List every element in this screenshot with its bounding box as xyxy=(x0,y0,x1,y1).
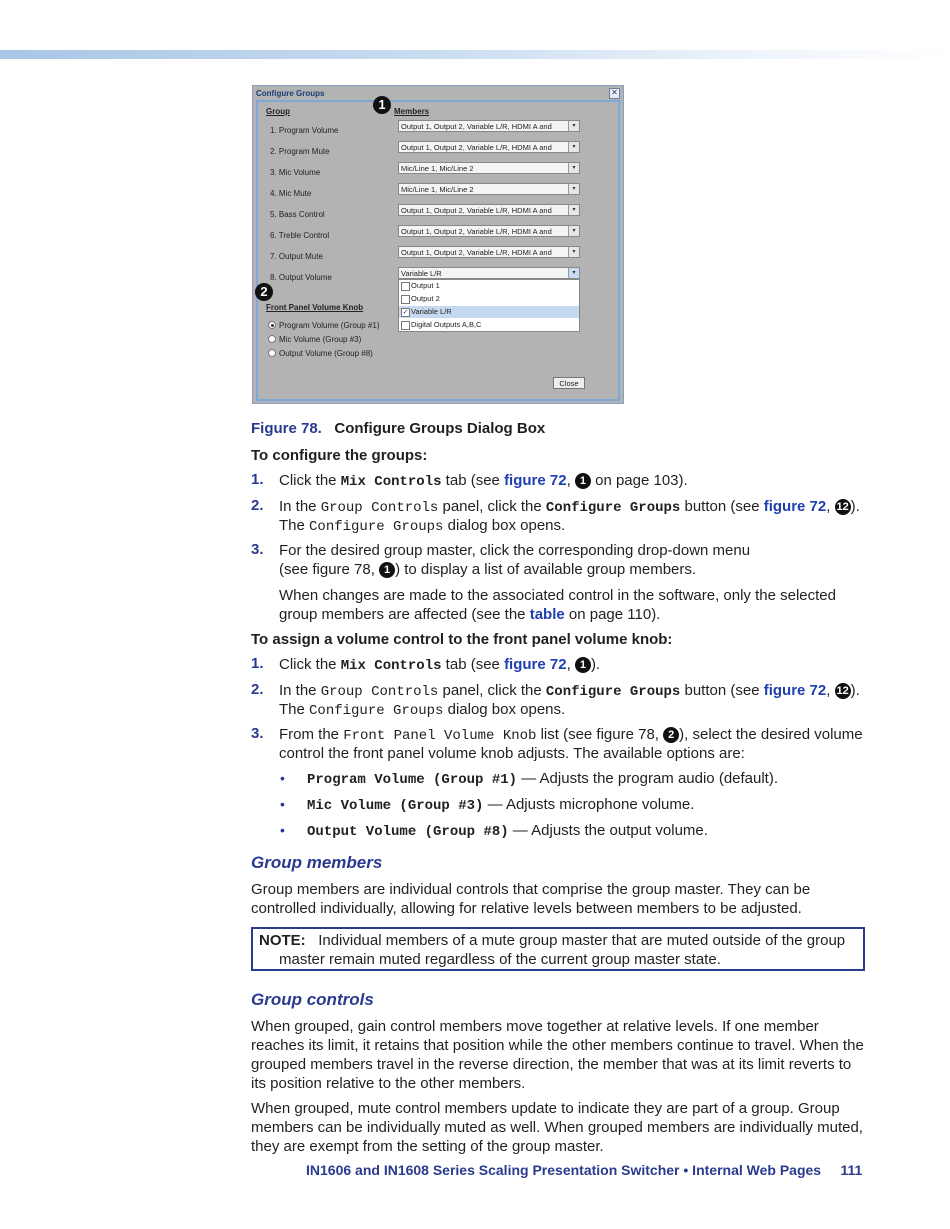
members-dropdown[interactable] xyxy=(398,204,580,216)
members-value: Output 1, Output 2, Variable L/R, HDMI A and xyxy=(401,206,552,215)
step-note: group members are affected (see the table on page 110). xyxy=(279,606,661,623)
knob-option-label: Output Volume (Group #8) xyxy=(279,349,373,358)
group-label: 7. Output Mute xyxy=(270,252,323,261)
checkbox[interactable] xyxy=(401,321,410,330)
ui-term: Group Controls xyxy=(320,500,439,516)
page-footer xyxy=(306,1162,862,1178)
radio-selected[interactable] xyxy=(268,321,276,329)
knob-header: Front Panel Volume Knob xyxy=(266,303,364,312)
ui-term: Mix Controls xyxy=(340,658,442,674)
bullet-icon: • xyxy=(280,796,285,812)
ui-term: Configure Groups xyxy=(545,500,681,516)
figure-caption xyxy=(251,419,545,438)
chevron-down-icon[interactable]: ▾ xyxy=(568,121,579,131)
callout-badge: 1 xyxy=(379,562,395,578)
paragraph-line: its position relative to the other members. xyxy=(251,1075,526,1092)
members-dropdown[interactable] xyxy=(398,120,580,132)
members-dropdown[interactable] xyxy=(398,141,580,153)
ui-term: Configure Groups xyxy=(309,519,444,535)
members-value: Output 1, Output 2, Variable L/R, HDMI A and xyxy=(401,143,552,152)
chevron-down-icon[interactable]: ▾ xyxy=(568,268,579,278)
step-text: Click the Mix Controls tab (see figure 72, 1 on page 103). xyxy=(279,472,688,490)
ui-term: Mic Volume (Group #3) xyxy=(307,798,484,814)
members-dropdown[interactable] xyxy=(398,246,580,258)
ui-term: Program Volume (Group #1) xyxy=(307,772,518,788)
step-number: 3. xyxy=(251,541,264,558)
option-label: Digital Outputs A,B,C xyxy=(411,320,482,329)
members-column-header: Members xyxy=(394,107,430,116)
figure-label: Figure 78. xyxy=(251,420,322,437)
checkbox[interactable] xyxy=(401,282,410,291)
dialog-title: Configure Groups xyxy=(256,89,325,98)
step-text: Click the Mix Controls tab (see figure 72, 1 ). xyxy=(279,656,601,674)
ui-term: Configure Groups xyxy=(309,703,444,719)
figure-link[interactable]: figure 72 xyxy=(504,656,567,673)
note-label: NOTE: xyxy=(259,932,306,949)
chevron-down-icon[interactable]: ▾ xyxy=(568,184,579,194)
page-number: 111 xyxy=(840,1162,863,1178)
step-text: The Configure Groups dialog box opens. xyxy=(279,517,566,535)
bullet-item: Output Volume (Group #8) — Adjusts the output volume. xyxy=(307,822,708,840)
checkbox[interactable] xyxy=(401,295,410,304)
table-link[interactable]: table xyxy=(529,606,565,623)
callout-badge: 12 xyxy=(836,685,849,697)
close-icon[interactable]: ✕ xyxy=(609,88,620,99)
paragraph-line: controlled individually, allowing for relative levels between members to be adjusted. xyxy=(251,900,802,917)
knob-option[interactable] xyxy=(268,335,361,344)
group-label: 6. Treble Control xyxy=(270,231,330,240)
callout-1: 1 xyxy=(373,96,391,114)
members-dropdown[interactable] xyxy=(398,225,580,237)
members-dropdown[interactable] xyxy=(398,183,580,195)
knob-option[interactable] xyxy=(268,349,373,358)
header-gradient-bar xyxy=(0,50,950,59)
paragraph-line: they are exempt from the setting of the group master. xyxy=(251,1138,604,1155)
callout-badge: 2 xyxy=(663,727,679,743)
section-heading: Group controls xyxy=(251,990,374,1009)
option-label: Variable L/R xyxy=(411,307,452,316)
configure-groups-dialog xyxy=(252,85,624,404)
note-text: NOTE: Individual members of a mute group master that are muted outside of the group xyxy=(259,932,846,949)
knob-option[interactable] xyxy=(268,321,380,330)
step-number: 2. xyxy=(251,681,264,698)
group-column-header: Group xyxy=(266,107,290,116)
ui-term: Group Controls xyxy=(320,684,439,700)
option-label: Output 1 xyxy=(411,281,440,290)
ui-term: Front Panel Volume Knob xyxy=(343,728,537,744)
knob-option-label: Program Volume (Group #1) xyxy=(279,321,380,330)
members-dropdown-list xyxy=(398,279,580,332)
step-text: The Configure Groups dialog box opens. xyxy=(279,701,566,719)
group-label: 1. Program Volume xyxy=(270,126,339,135)
footer-text: IN1606 and IN1608 Series Scaling Presentation Switcher • Internal Web Pages xyxy=(306,1162,822,1178)
ui-term: Configure Groups xyxy=(545,684,681,700)
note-text: master remain muted regardless of the current group master state. xyxy=(279,951,721,968)
ui-term: Output Volume (Group #8) xyxy=(307,824,509,840)
chevron-down-icon[interactable]: ▾ xyxy=(568,205,579,215)
chevron-down-icon[interactable]: ▾ xyxy=(568,142,579,152)
step-number: 2. xyxy=(251,497,264,514)
figure-link[interactable]: figure 72 xyxy=(763,682,827,699)
members-value: Variable L/R xyxy=(401,269,442,278)
paragraph-line: members can be individually muted as well. When grouped members are individually muted, xyxy=(251,1119,863,1136)
dropdown-option[interactable] xyxy=(399,293,579,305)
chevron-down-icon[interactable]: ▾ xyxy=(568,247,579,257)
step-text: From the Front Panel Volume Knob list (see figure 78, 2 ), select the desired volume xyxy=(279,726,863,744)
group-label: 4. Mic Mute xyxy=(270,189,312,198)
step-number: 1. xyxy=(251,471,264,488)
dropdown-option[interactable] xyxy=(399,306,579,318)
bullet-icon: • xyxy=(280,770,285,786)
members-dropdown[interactable] xyxy=(398,162,580,174)
bullet-item: Program Volume (Group #1) — Adjusts the program audio (default). xyxy=(307,770,779,788)
figure-link[interactable]: figure 72 xyxy=(504,472,567,489)
knob-option-label: Mic Volume (Group #3) xyxy=(279,335,362,344)
callout-badge: 1 xyxy=(575,657,591,673)
dialog-body xyxy=(256,100,620,401)
figure-link[interactable]: figure 72 xyxy=(763,498,827,515)
group-label: 5. Bass Control xyxy=(270,210,325,219)
checkbox-checked[interactable]: ✓ xyxy=(402,309,409,316)
bullet-icon: • xyxy=(280,822,285,838)
step-note: When changes are made to the associated control in the software, only the selected xyxy=(279,587,836,604)
group-label: 3. Mic Volume xyxy=(270,168,321,177)
paragraph-line: When grouped, gain control members move together at relative levels. If one member xyxy=(251,1018,819,1035)
chevron-down-icon[interactable]: ▾ xyxy=(568,226,579,236)
procedure-heading: To configure the groups: xyxy=(251,447,428,464)
paragraph-line: When grouped, mute control members update to indicate they are part of a group. Group xyxy=(251,1100,840,1117)
step-text: In the Group Controls panel, click the Configure Groups button (see figure 72, 12 ). xyxy=(279,682,860,700)
paragraph-line: reaches its limit, it retains that position while the other members continue to travel. When the xyxy=(251,1037,864,1054)
step-text: control the front panel volume knob adjusts. The available options are: xyxy=(279,745,745,762)
radio[interactable] xyxy=(268,349,276,357)
radio[interactable] xyxy=(268,335,276,343)
chevron-down-icon[interactable]: ▾ xyxy=(568,163,579,173)
step-text: (see figure 78, 1 ) to display a list of available group members. xyxy=(279,561,697,578)
paragraph-line: Group members are individual controls that comprise the group master. They can be xyxy=(251,881,811,898)
group-label: 8. Output Volume xyxy=(270,273,332,282)
members-value: Mic/Line 1, Mic/Line 2 xyxy=(401,164,474,173)
section-heading: Group members xyxy=(251,853,383,872)
members-value: Mic/Line 1, Mic/Line 2 xyxy=(401,185,474,194)
group-label: 2. Program Mute xyxy=(270,147,330,156)
callout-2: 2 xyxy=(255,283,273,301)
procedure-heading: To assign a volume control to the front panel volume knob: xyxy=(251,631,673,648)
close-button[interactable]: Close xyxy=(553,377,585,389)
ui-term: Mix Controls xyxy=(340,474,442,490)
bullet-item: Mic Volume (Group #3) — Adjusts microphone volume. xyxy=(307,796,695,814)
option-label: Output 2 xyxy=(411,294,440,303)
step-text: For the desired group master, click the corresponding drop-down menu xyxy=(279,542,751,559)
members-dropdown[interactable] xyxy=(398,267,580,279)
members-value: Output 1, Output 2, Variable L/R, HDMI A and xyxy=(401,248,552,257)
figure-title: Configure Groups Dialog Box xyxy=(334,420,546,437)
step-text: In the Group Controls panel, click the Configure Groups button (see figure 72, 12 ). xyxy=(279,498,860,516)
members-value: Output 1, Output 2, Variable L/R, HDMI A and xyxy=(401,227,552,236)
step-number: 3. xyxy=(251,725,264,742)
callout-badge: 12 xyxy=(836,501,849,513)
dropdown-option[interactable] xyxy=(399,280,579,292)
members-value: Output 1, Output 2, Variable L/R, HDMI A and xyxy=(401,122,552,131)
paragraph-line: grouped members travel in the reverse direction, the member that was at its limit reverts to xyxy=(251,1056,852,1073)
dropdown-option[interactable] xyxy=(399,319,579,331)
step-number: 1. xyxy=(251,655,264,672)
callout-badge: 1 xyxy=(575,473,591,489)
